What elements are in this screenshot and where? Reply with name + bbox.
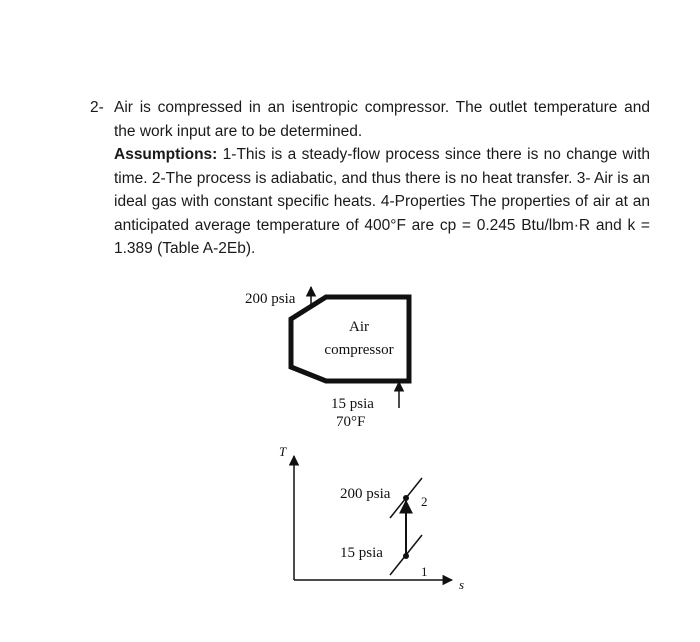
compressor-schematic	[245, 287, 409, 430]
t-axis-label: T	[279, 444, 287, 459]
low-pressure-label: 15 psia	[340, 545, 383, 561]
state-2-label: 2	[421, 494, 428, 509]
compressor-label-line2: compressor	[324, 342, 394, 358]
compressor-body	[291, 297, 409, 381]
inlet-pressure-label: 15 psia	[331, 396, 374, 412]
compressor-label-line1: Air	[349, 319, 369, 335]
ts-diagram	[279, 444, 464, 592]
inlet-temperature-label: 70°F	[336, 414, 366, 430]
state-1-point	[403, 553, 409, 559]
assumptions-label: Assumptions:	[114, 146, 218, 163]
state-1-label: 1	[421, 564, 428, 579]
assumptions-text: 1-This is a steady-flow process since there is no change with time. 2-The process is adiabatic, and thus there is no heat transfer. 3- Air is an ideal gas with constant specific heats. 4-Properties The properties of air at an anticipated average temperature of 400°F are cp = 0.245 Btu/lbm·R and k = 1.389 (Table A-2Eb).	[114, 146, 650, 257]
outlet-pressure-label: 200 psia	[245, 291, 296, 307]
s-axis-label: s	[459, 577, 465, 592]
problem-statement: Air is compressed in an isentropic compressor. The outlet temperature and the work input are to be determined.	[114, 99, 650, 140]
state-2-point	[403, 495, 409, 501]
high-pressure-label: 200 psia	[340, 486, 391, 502]
problem-number: 2-	[90, 99, 104, 116]
